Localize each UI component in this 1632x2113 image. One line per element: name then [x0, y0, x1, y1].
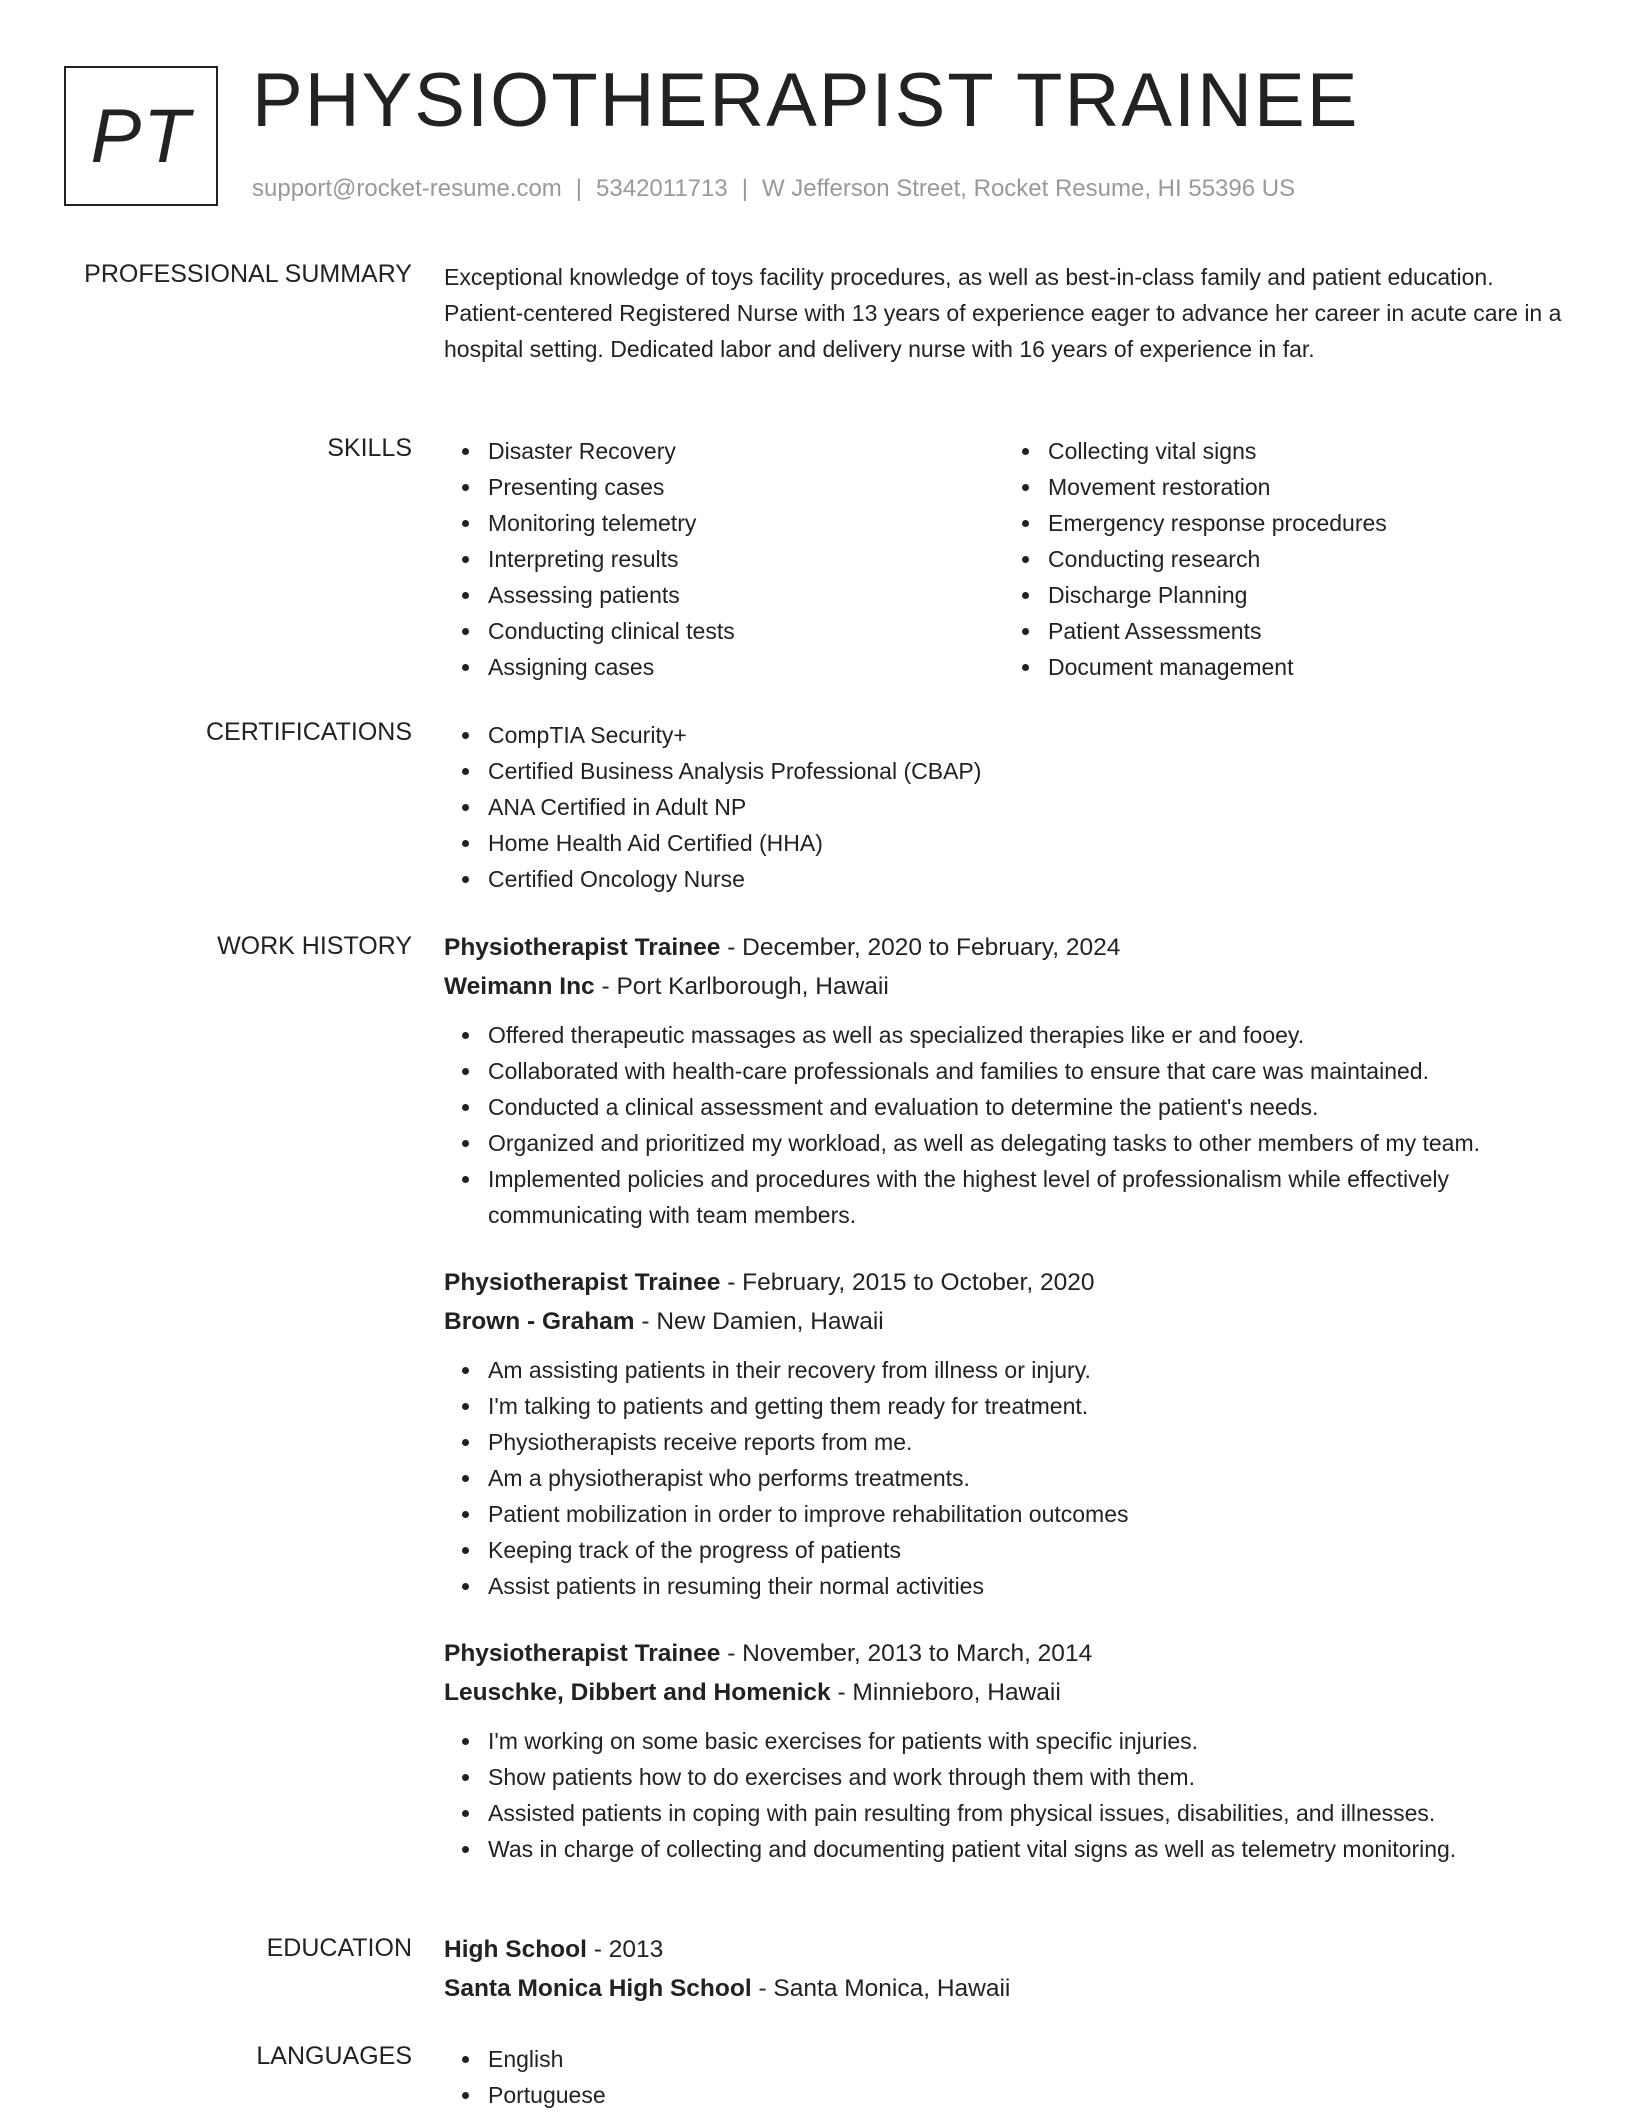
job-bullet: Implemented policies and procedures with the highest level of professionalism while effectively communicating with team members. [488, 1161, 1564, 1233]
job-title-line [444, 1263, 1564, 1302]
skill-item: Patient Assessments [1048, 613, 1564, 649]
job-dates: - February, 2015 to October, 2020 [720, 1269, 1095, 1296]
section-label-work-history: WORK HISTORY [217, 932, 412, 960]
contact-email: support@rocket-resume.com [252, 175, 562, 202]
job-bullet: Show patients how to do exercises and work through them with them. [488, 1759, 1564, 1795]
education-year: - 2013 [586, 1936, 664, 1963]
job-entry [444, 1263, 1564, 1604]
job-bullet: Keeping track of the progress of patients [488, 1532, 1564, 1568]
skill-item: Collecting vital signs [1048, 433, 1564, 469]
skill-item: Presenting cases [488, 469, 1004, 505]
job-location: - Minnieboro, Hawaii [830, 1679, 1061, 1706]
job-location: - New Damien, Hawaii [634, 1308, 884, 1335]
job-dates: - November, 2013 to March, 2014 [720, 1640, 1093, 1667]
job-dates: - December, 2020 to February, 2024 [720, 934, 1121, 961]
languages-list [444, 2041, 1564, 2113]
job-entry [444, 928, 1564, 1233]
job-bullet: Physiotherapists receive reports from me. [488, 1424, 1564, 1460]
skills-column-1 [444, 433, 1004, 685]
job-company-line [444, 1302, 1564, 1341]
skill-item: Document management [1048, 649, 1564, 685]
contact-separator: | [575, 175, 583, 202]
skill-item: Movement restoration [1048, 469, 1564, 505]
certification-item: ANA Certified in Adult NP [488, 789, 1564, 825]
certification-item: CompTIA Security+ [488, 717, 1564, 753]
job-title: Physiotherapist Trainee [444, 934, 721, 961]
job-company: Brown - Graham [444, 1308, 635, 1335]
skill-item: Disaster Recovery [488, 433, 1004, 469]
job-bullet: Assisted patients in coping with pain resulting from physical issues, disabilities, and illnesses. [488, 1795, 1564, 1831]
section-label-certifications: CERTIFICATIONS [205, 718, 412, 746]
skill-item: Interpreting results [488, 541, 1004, 577]
monogram-initials: PT [90, 93, 192, 179]
skill-item: Conducting research [1048, 541, 1564, 577]
section-label-summary: PROFESSIONAL SUMMARY [84, 260, 412, 288]
job-title-line [444, 1634, 1564, 1673]
job-bullet: I'm talking to patients and getting them ready for treatment. [488, 1388, 1564, 1424]
education-degree-line [444, 1930, 1564, 1969]
job-title: Physiotherapist Trainee [444, 1640, 721, 1667]
section-label-languages: LANGUAGES [256, 2042, 412, 2070]
job-company: Leuschke, Dibbert and Homenick [444, 1679, 831, 1706]
contact-phone: 5342011713 [596, 175, 728, 202]
job-bullet: Assist patients in resuming their normal activities [488, 1568, 1564, 1604]
education-location: - Santa Monica, Hawaii [751, 1975, 1011, 2002]
certifications-list [444, 717, 1564, 897]
education-degree: High School [444, 1936, 587, 1963]
job-entry [444, 1634, 1564, 1867]
resume-title: PHYSIOTHERAPIST TRAINEE [252, 58, 1360, 143]
skill-item: Assessing patients [488, 577, 1004, 613]
certification-item: Certified Business Analysis Professional (CBAP) [488, 753, 1564, 789]
job-bullet: Was in charge of collecting and documenting patient vital signs as well as telemetry monitoring. [488, 1831, 1564, 1867]
job-bullet: Offered therapeutic massages as well as specialized therapies like er and fooey. [488, 1017, 1564, 1053]
job-bullet: Patient mobilization in order to improve rehabilitation outcomes [488, 1496, 1564, 1532]
skill-item: Emergency response procedures [1048, 505, 1564, 541]
job-bullets [444, 1017, 1564, 1233]
job-bullet: Am a physiotherapist who performs treatments. [488, 1460, 1564, 1496]
job-bullet: I'm working on some basic exercises for patients with specific injuries. [488, 1723, 1564, 1759]
contact-separator: | [741, 175, 748, 202]
skill-item: Discharge Planning [1048, 577, 1564, 613]
certification-item: Certified Oncology Nurse [488, 861, 1564, 897]
language-item: English [488, 2041, 1564, 2077]
job-bullet: Organized and prioritized my workload, as well as delegating tasks to other members of my team. [488, 1125, 1564, 1161]
job-company-line [444, 1673, 1564, 1712]
job-bullets [444, 1723, 1564, 1867]
contact-address: W Jefferson Street, Rocket Resume, HI 55396 US [761, 175, 1296, 202]
certification-item: Home Health Aid Certified (HHA) [488, 825, 1564, 861]
summary-text: Exceptional knowledge of toys facility procedures, as well as best-in-class family and patient education. Patient-centered Registered Nurse with 13 years of experience eager to advance her career in acute care in a hospital setting. Dedicated labor and delivery nurse with 16 years of experience in far. [444, 264, 1562, 362]
job-bullet: Conducted a clinical assessment and evaluation to determine the patient's needs. [488, 1089, 1564, 1125]
job-bullet: Am assisting patients in their recovery from illness or injury. [488, 1352, 1564, 1388]
job-location: - Port Karlborough, Hawaii [594, 973, 889, 1000]
job-bullet: Collaborated with health-care professionals and families to ensure that care was maintained. [488, 1053, 1564, 1089]
job-title-line [444, 928, 1564, 967]
language-item: Portuguese [488, 2077, 1564, 2113]
skill-item: Monitoring telemetry [488, 505, 1004, 541]
job-bullets [444, 1352, 1564, 1604]
education-school: Santa Monica High School [444, 1975, 752, 2002]
skill-item: Assigning cases [488, 649, 1004, 685]
skill-item: Conducting clinical tests [488, 613, 1004, 649]
section-label-skills: SKILLS [327, 434, 412, 462]
contact-line [252, 174, 1295, 204]
education-school-line [444, 1969, 1564, 2008]
section-label-education: EDUCATION [266, 1934, 412, 1962]
monogram-box [64, 66, 218, 206]
job-title: Physiotherapist Trainee [444, 1269, 721, 1296]
skills-column-2 [1004, 433, 1564, 685]
job-company-line [444, 967, 1564, 1006]
job-company: Weimann Inc [444, 973, 595, 1000]
